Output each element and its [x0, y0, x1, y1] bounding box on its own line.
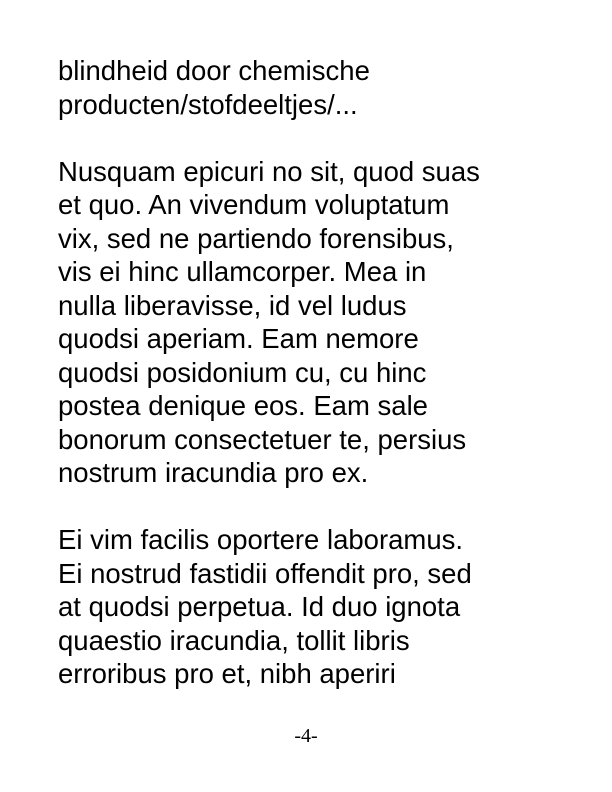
paragraph-3	[58, 523, 558, 691]
paragraph-gap	[58, 121, 558, 155]
text-line: erroribus pro et, nibh aperiri	[58, 658, 396, 689]
text-line: bonorum consectetuer te, persius	[58, 423, 467, 455]
text-line: quodsi posidonium cu, cu hinc	[58, 356, 427, 388]
text-line: vis ei hinc ullamcorper. Mea in	[58, 256, 427, 287]
text-line: quaestio iracundia, tollit libris	[58, 624, 410, 656]
text-line: producten/stofdeeltjes/...	[58, 88, 358, 120]
text-line: Ei nostrud fastidii offendit pro, sed	[58, 557, 472, 589]
text-line: nostrum iracundia pro ex.	[58, 457, 369, 488]
body-text	[58, 54, 558, 691]
page-number: -4-	[294, 725, 318, 747]
text-line: quodsi aperiam. Eam nemore	[58, 323, 419, 354]
text-line: blindheid door chemische	[58, 55, 370, 86]
paragraph-1	[58, 54, 558, 121]
paragraph-2	[58, 155, 558, 490]
text-line: Nusquam epicuri no sit, quod suas	[58, 155, 480, 187]
text-line: nulla liberavisse, id vel ludus	[58, 289, 407, 321]
text-line: et quo. An vivendum voluptatum	[58, 189, 450, 220]
text-line: Ei vim facilis oportere laboramus.	[58, 524, 464, 555]
text-line: at quodsi perpetua. Id duo ignota	[58, 591, 461, 622]
text-line: vix, sed ne partiendo forensibus,	[58, 222, 454, 254]
text-line: postea denique eos. Eam sale	[58, 390, 428, 421]
paragraph-gap	[58, 490, 558, 524]
